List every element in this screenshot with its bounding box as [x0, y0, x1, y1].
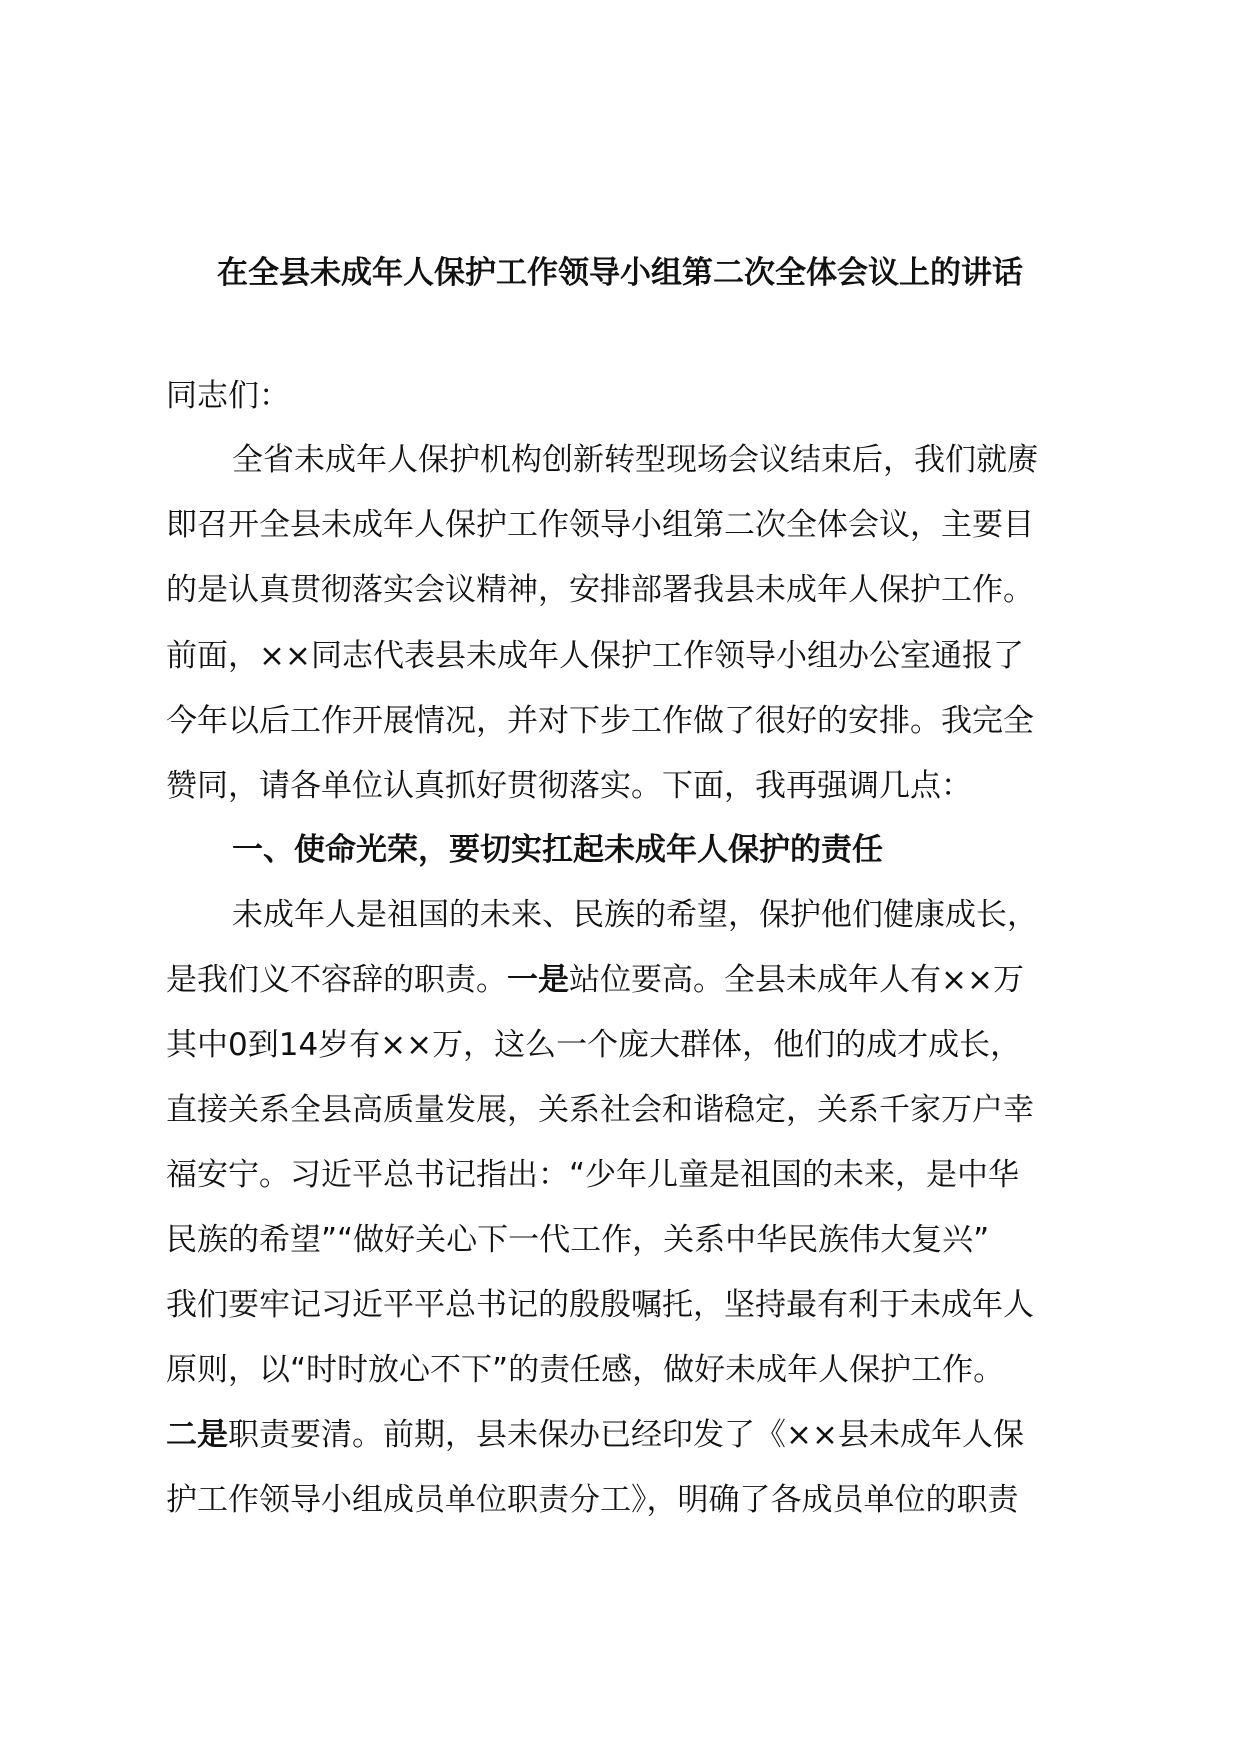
paragraph-line: 原则，以“时时放心不下”的责任感，做好未成年人保护工作。 [166, 1352, 1005, 1388]
paragraph-line: 其中0到14岁有××万，这么一个庞大群体，他们的成才成长， [166, 1027, 1022, 1063]
paragraph-line: 民族的希望”“做好关心下一代工作，关系中华民族伟大复兴” [166, 1222, 990, 1258]
paragraph-line: 福安宁。习近平总书记指出：“少年儿童是祖国的未来，是中华 [166, 1157, 1020, 1193]
paragraph-line: 我们要牢记习近平平总书记的殷殷嘱托，坚持最有利于未成年人 [166, 1287, 1034, 1323]
paragraph-line [166, 960, 1024, 1000]
greeting: 同志们： [166, 378, 290, 414]
paragraph-line: 即召开全县未成年人保护工作领导小组第二次全体会议，主要目 [166, 507, 1034, 543]
paragraph-line: 未成年人是祖国的未来、民族的希望，保护他们健康成长， [232, 897, 1038, 933]
section-heading: 一、使命光荣，要切实扛起未成年人保护的责任 [232, 832, 883, 868]
emphasis-second: 二是 [166, 1417, 228, 1453]
line-text: 职责要清。前期，县未保办已经印发了《××县未成年人保 [228, 1417, 1024, 1453]
paragraph-line: 赞同，请各单位认真抓好贯彻落实。下面，我再强调几点： [166, 768, 972, 804]
paragraph-line: 前面，××同志代表县未成年人保护工作领导小组办公室通报了 [166, 638, 1024, 674]
document-title: 在全县未成年人保护工作领导小组第二次全体会议上的讲话 [217, 255, 1023, 291]
line-text: 是我们义不容辞的职责。 [166, 962, 507, 998]
paragraph-line: 的是认真贯彻落实会议精神，安排部署我县未成年人保护工作。 [166, 572, 1034, 608]
emphasis-first: 一是 [507, 962, 569, 998]
paragraph-line: 直接关系全县高质量发展，关系社会和谐稳定，关系千家万户幸 [166, 1092, 1034, 1128]
paragraph-line [166, 1415, 1024, 1455]
paragraph-line: 今年以后工作开展情况，并对下步工作做了很好的安排。我完全 [166, 703, 1034, 739]
paragraph-line: 全省未成年人保护机构创新转型现场会议结束后，我们就赓 [232, 442, 1038, 478]
paragraph-line: 护工作领导小组成员单位职责分工》，明确了各成员单位的职责 [166, 1482, 1019, 1518]
line-text: 站位要高。全县未成年人有××万 [569, 962, 1024, 998]
